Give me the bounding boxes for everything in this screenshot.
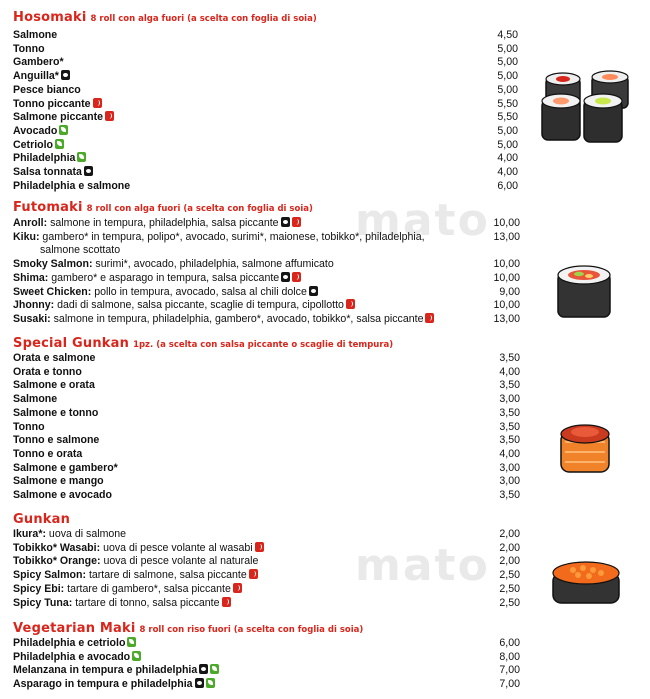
section-title <box>13 196 313 215</box>
menu-item <box>13 352 95 366</box>
item-description: uova di pesce volante al naturale <box>100 555 259 568</box>
menu-item <box>13 393 57 407</box>
item-name: Smoky Salmon: <box>13 258 93 271</box>
item-price: 7,00 <box>499 664 520 677</box>
item-name: Salmone e orata <box>13 379 95 392</box>
crab-icon <box>195 678 204 688</box>
chili-pepper-icon <box>255 542 264 552</box>
item-name: Tonno e salmone <box>13 434 100 447</box>
item-description: tartare di salmone, salsa piccante <box>86 569 247 582</box>
item-description: tartare di gambero*, salsa piccante <box>64 582 231 595</box>
section-heading: Gunkan <box>13 512 71 527</box>
menu-item <box>13 313 434 327</box>
item-name: Anguilla* <box>13 70 59 83</box>
item-price: 10,00 <box>493 271 520 284</box>
crab-icon <box>199 664 208 674</box>
vegetarian-leaf-icon <box>206 678 215 688</box>
item-price: 2,50 <box>499 582 520 595</box>
item-name: Tobikko* Wasabi: <box>13 541 101 554</box>
item-price: 3,00 <box>499 393 520 406</box>
menu-item <box>13 111 114 125</box>
vegetarian-leaf-icon <box>132 651 141 661</box>
vegetarian-leaf-icon <box>59 125 68 135</box>
item-name: Shima: <box>13 271 49 284</box>
item-name: Melanzana in tempura e philadelphia <box>13 664 198 677</box>
menu-item <box>13 43 45 57</box>
menu-item <box>13 555 258 569</box>
item-description: pollo in tempura, avocado, salsa al chili dolce <box>91 285 307 298</box>
menu-item <box>13 637 136 651</box>
item-price: 3,50 <box>499 352 520 364</box>
item-price: 3,50 <box>499 489 520 501</box>
gunkan-ikura-image <box>545 555 629 607</box>
item-name: Tonno <box>13 420 45 433</box>
item-name: Susaki: <box>13 312 51 325</box>
menu-item <box>13 379 95 393</box>
item-price: 3,00 <box>499 475 520 488</box>
item-description: gambero* in tempura, polipo*, avocado, surimi*, maionese, tobikko*, philadelphia, <box>39 230 425 243</box>
menu-item <box>13 299 355 313</box>
chili-pepper-icon <box>292 272 301 282</box>
menu-item <box>13 139 64 153</box>
item-price: 8,00 <box>499 650 520 663</box>
item-name: Gambero* <box>13 56 64 69</box>
section-heading: Hosomaki <box>13 10 87 25</box>
item-price: 5,00 <box>497 42 518 55</box>
crab-icon <box>281 272 290 282</box>
item-price: 2,50 <box>499 569 520 582</box>
menu-item <box>13 475 104 489</box>
chili-pepper-icon <box>425 313 434 323</box>
watermark: mato <box>355 195 490 246</box>
menu-item <box>13 664 219 678</box>
item-name: Kiku: <box>13 230 40 243</box>
menu-item <box>13 583 242 597</box>
section-heading: Special Gunkan <box>13 336 130 351</box>
item-name: Philadelphia e cetriolo <box>13 637 126 649</box>
item-name: Spicy Ebi: <box>13 582 65 595</box>
menu-item <box>13 421 45 435</box>
item-price: 2,00 <box>499 555 520 568</box>
item-name: Anroll: <box>13 217 48 229</box>
item-name: Cetriolo <box>13 138 54 151</box>
item-description: uova di pesce volante al wasabi <box>100 541 253 554</box>
item-name: Jhonny: <box>13 299 55 312</box>
item-description: gambero* e asparago in tempura, salsa piccante <box>48 271 280 284</box>
menu-item <box>13 528 126 542</box>
item-price: 4,00 <box>497 166 518 178</box>
menu-item <box>13 286 318 300</box>
menu-item <box>13 84 81 98</box>
item-description: uova di salmone <box>45 528 127 540</box>
menu-item <box>13 29 57 43</box>
vegetarian-leaf-icon <box>77 152 86 162</box>
item-price: 9,00 <box>499 285 520 298</box>
section-heading: Vegetarian Maki <box>13 621 136 636</box>
menu-item <box>13 462 118 476</box>
item-price: 10,00 <box>493 258 520 271</box>
futomaki-roll-image <box>555 265 613 321</box>
item-price: 4,00 <box>497 152 518 165</box>
item-price: 4,00 <box>499 365 520 378</box>
item-name: Tonno <box>13 42 45 55</box>
section-subtitle: 1pz. (a scelta con salsa piccante o scaglie di tempura) <box>133 340 394 350</box>
crab-icon <box>309 286 318 296</box>
item-description: salmone in tempura, philadelphia, gambero*, avocado, tobikko*, salsa piccante <box>50 312 424 325</box>
item-price: 6,00 <box>497 179 518 192</box>
section-title <box>13 508 70 527</box>
menu-item <box>13 180 130 194</box>
item-name: Ikura*: <box>13 528 46 540</box>
crab-icon <box>61 70 70 80</box>
menu-item <box>13 152 86 166</box>
item-description: salmone scottato <box>40 244 121 257</box>
item-price: 2,00 <box>499 528 520 540</box>
item-price: 3,50 <box>499 434 520 447</box>
section-title <box>13 6 317 25</box>
item-name: Pesce bianco <box>13 83 81 96</box>
menu-item <box>40 244 120 258</box>
menu-item <box>13 448 82 462</box>
item-price: 5,00 <box>497 70 518 83</box>
item-name: Tonno piccante <box>13 97 91 110</box>
item-price: 13,00 <box>493 230 520 243</box>
section-subtitle: 8 roll con alga fuori (a scelta con foglia di soia) <box>86 204 313 214</box>
item-description: dadi di salmone, salsa piccante, scaglie di tempura, cipollotto <box>54 299 344 312</box>
section-subtitle: 8 roll con riso fuori (a scelta con foglia di soia) <box>139 625 364 635</box>
menu-item <box>13 651 141 665</box>
item-price: 5,00 <box>497 138 518 151</box>
section-heading: Futomaki <box>13 200 83 215</box>
chili-pepper-icon <box>346 299 355 309</box>
item-price: 10,00 <box>493 299 520 312</box>
crab-icon <box>84 166 93 176</box>
item-price: 2,50 <box>499 596 520 609</box>
menu-item <box>13 166 93 180</box>
chili-pepper-icon <box>222 597 231 607</box>
menu-item <box>13 407 98 421</box>
watermark: mato <box>355 540 490 591</box>
item-price: 5,00 <box>497 56 518 69</box>
item-price: 3,50 <box>499 406 520 419</box>
item-name: Asparago in tempura e philadelphia <box>13 678 193 691</box>
chili-pepper-icon <box>249 569 258 579</box>
chili-pepper-icon <box>105 111 114 121</box>
item-name: Salmone piccante <box>13 111 104 124</box>
item-price: 4,50 <box>497 29 518 41</box>
item-price: 3,50 <box>499 379 520 392</box>
vegetarian-leaf-icon <box>127 637 136 647</box>
menu-item <box>13 366 82 380</box>
item-name: Spicy Salmon: <box>13 569 86 582</box>
item-name: Philadelphia e avocado <box>13 650 131 663</box>
section-title <box>13 332 393 351</box>
chili-pepper-icon <box>93 98 102 108</box>
item-description: tartare di tonno, salsa piccante <box>72 596 220 609</box>
menu-item <box>13 125 68 139</box>
item-description: surimi*, avocado, philadelphia, salmone affumicato <box>92 258 334 271</box>
item-price: 6,00 <box>499 637 520 649</box>
menu-item <box>13 597 231 611</box>
section-title <box>13 617 363 636</box>
special-gunkan-image <box>555 420 615 478</box>
item-name: Orata e salmone <box>13 352 96 364</box>
item-name: Tonno e orata <box>13 447 83 460</box>
chili-pepper-icon <box>292 217 301 227</box>
menu-item <box>13 258 334 272</box>
vegetarian-leaf-icon <box>210 664 219 674</box>
item-name: Salmone e gambero* <box>13 461 118 474</box>
menu-item <box>13 98 102 112</box>
menu-item <box>13 434 99 448</box>
item-price: 7,00 <box>499 678 520 691</box>
item-name: Spicy Tuna: <box>13 596 73 609</box>
item-name: Orata e tonno <box>13 365 82 378</box>
item-name: Tobikko* Orange: <box>13 555 101 568</box>
item-name: Philadelphia <box>13 152 76 165</box>
section-subtitle: 8 roll con alga fuori (a scelta con foglia di soia) <box>90 14 317 24</box>
menu-item <box>13 489 112 503</box>
item-name: Salmone e tonno <box>13 406 99 419</box>
vegetarian-leaf-icon <box>55 139 64 149</box>
item-name: Salmone <box>13 29 58 41</box>
item-description: salmone in tempura, philadelphia, salsa piccante <box>47 217 279 229</box>
item-name: Salmone e mango <box>13 475 104 488</box>
item-price: 3,50 <box>499 420 520 433</box>
menu-item <box>13 542 264 556</box>
item-price: 3,00 <box>499 461 520 474</box>
menu-item <box>13 231 425 245</box>
item-price: 2,00 <box>499 541 520 554</box>
item-name: Sweet Chicken: <box>13 285 92 298</box>
menu-item <box>13 217 301 231</box>
menu-item <box>13 569 258 583</box>
menu-item <box>13 272 301 286</box>
menu-item <box>13 56 64 70</box>
item-price: 5,50 <box>497 111 518 124</box>
hosomaki-rolls-image <box>540 70 636 150</box>
item-price: 5,00 <box>497 124 518 137</box>
chili-pepper-icon <box>233 583 242 593</box>
item-price: 10,00 <box>493 217 520 229</box>
item-name: Salmone <box>13 393 58 406</box>
item-name: Philadelphia e salmone <box>13 179 131 192</box>
item-price: 13,00 <box>493 312 520 325</box>
item-name: Avocado <box>13 124 58 137</box>
crab-icon <box>281 217 290 227</box>
item-price: 5,00 <box>497 83 518 96</box>
item-name: Salsa tonnata <box>13 166 82 178</box>
item-price: 5,50 <box>497 97 518 110</box>
item-name: Salmone e avocado <box>13 489 112 501</box>
item-price: 4,00 <box>499 447 520 460</box>
menu-item <box>13 678 215 692</box>
menu-item <box>13 70 70 84</box>
